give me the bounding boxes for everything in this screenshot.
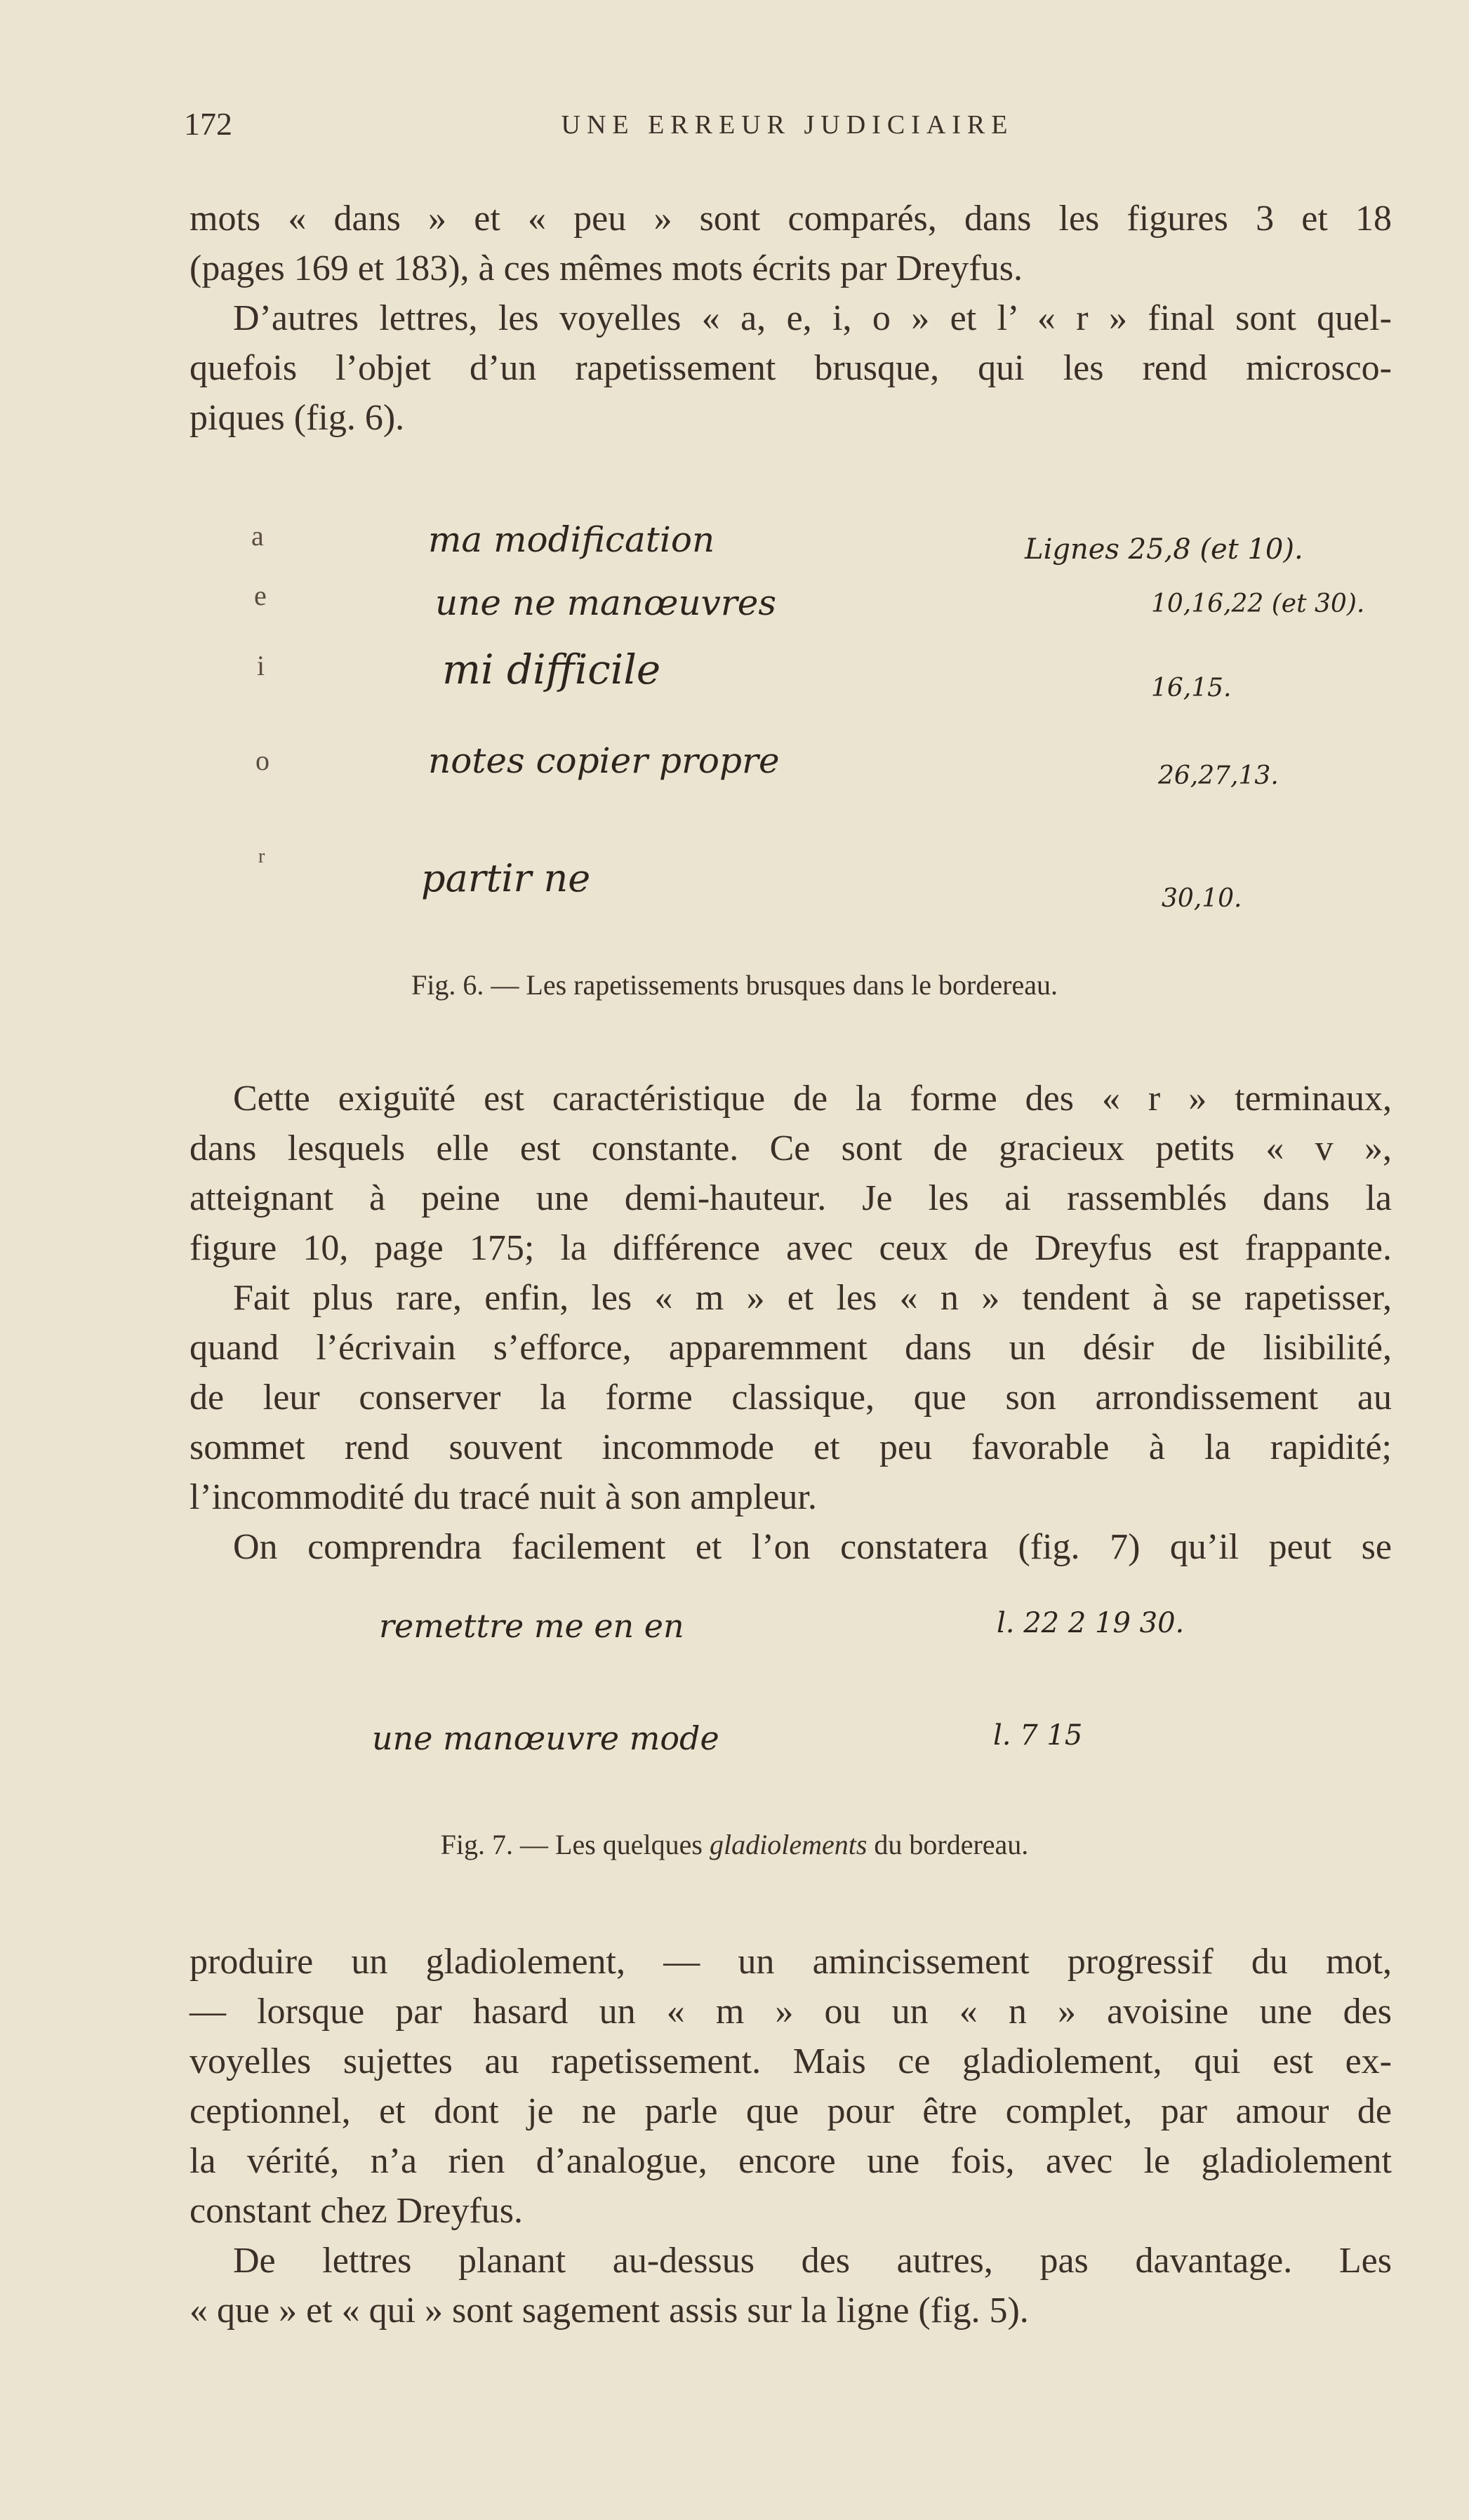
handwriting-sample: une manœuvre mode bbox=[372, 1719, 719, 1757]
figure-6-caption: Fig. 6. — Les rapetissements brusques dans le bordereau. bbox=[411, 969, 1058, 1001]
line-reference: 26,27,13. bbox=[1158, 761, 1279, 790]
vowel-label: r bbox=[258, 846, 265, 867]
page-header bbox=[184, 105, 1391, 147]
line-reference: l. 22 2 19 30. bbox=[997, 1607, 1185, 1639]
handwriting-sample: ma modification bbox=[428, 519, 715, 560]
line-reference: 30,10. bbox=[1162, 884, 1242, 913]
paragraph-2 bbox=[190, 1074, 1392, 1572]
vowel-label: a bbox=[251, 520, 264, 552]
line-reference: 10,16,22 (et 30). bbox=[1151, 589, 1365, 618]
text-line: quefois l’objet d’un rapetissement brusque, qui les rend microsco- bbox=[190, 348, 1392, 388]
text-line: « que » et « qui » sont sagement assis sur la ligne (fig. 5). bbox=[190, 2291, 1029, 2331]
text-line: la vérité, n’a rien d’analogue, encore une fois, avec le gladiolement bbox=[190, 2141, 1392, 2181]
caption-text: Fig. 7. — Les quelques bbox=[440, 1829, 710, 1860]
text-line: sommet rend souvent incommode et peu favorable à la rapidité; bbox=[190, 1427, 1392, 1467]
text-line: — lorsque par hasard un « m » ou un « n » avoisine une des bbox=[190, 1992, 1392, 2032]
vowel-label: i bbox=[257, 650, 265, 681]
paragraph-3 bbox=[190, 1937, 1392, 2335]
vowel-label: e bbox=[254, 580, 267, 611]
text-line: constant chez Dreyfus. bbox=[190, 2191, 524, 2231]
text-line: mots « dans » et « peu » sont comparés, dans les figures 3 et 18 bbox=[190, 199, 1392, 239]
text-line: l’incommodité du tracé nuit à son ampleur. bbox=[190, 1477, 817, 1517]
line-reference: l. 7 15 bbox=[993, 1719, 1083, 1752]
text-line: figure 10, page 175; la différence avec ceux de Dreyfus est frappante. bbox=[190, 1228, 1392, 1268]
text-line: piques (fig. 6). bbox=[190, 398, 405, 438]
figure-6 bbox=[0, 491, 1469, 968]
vowel-label: o bbox=[255, 745, 270, 776]
figure-7 bbox=[0, 1579, 1469, 1804]
text-line: atteignant à peine une demi-hauteur. Je les ai rassemblés dans la bbox=[190, 1178, 1392, 1218]
text-line: (pages 169 et 183), à ces mêmes mots écrits par Dreyfus. bbox=[190, 248, 1023, 288]
paragraph-1 bbox=[190, 194, 1392, 443]
figure-7-caption bbox=[0, 1828, 1469, 1861]
text-line: De lettres planant au-dessus des autres, pas davantage. Les bbox=[233, 2241, 1392, 2281]
page-number: 172 bbox=[184, 106, 232, 142]
line-reference: 16,15. bbox=[1151, 674, 1232, 702]
text-line: Fait plus rare, enfin, les « m » et les « n » tendent à se rapetisser, bbox=[233, 1278, 1392, 1318]
text-line: quand l’écrivain s’efforce, apparemment dans un désir de lisibilité, bbox=[190, 1328, 1392, 1368]
text-line: On comprendra facilement et l’on constatera (fig. 7) qu’il peut se bbox=[233, 1527, 1392, 1567]
handwriting-sample: mi difficile bbox=[442, 646, 661, 693]
text-line: de leur conserver la forme classique, que son arrondissement au bbox=[190, 1378, 1392, 1418]
text-line: produire un gladiolement, — un amincissement progressif du mot, bbox=[190, 1942, 1392, 1982]
caption-emphasis: gladiolements bbox=[709, 1829, 868, 1860]
text-line: ceptionnel, et dont je ne parle que pour être complet, par amour de bbox=[190, 2091, 1392, 2131]
text-line: D’autres lettres, les voyelles « a, e, i, o » et l’ « r » final sont quel- bbox=[233, 298, 1392, 338]
handwriting-sample: une ne manœuvres bbox=[435, 582, 777, 623]
line-reference: Lignes 25,8 (et 10). bbox=[1025, 533, 1303, 566]
handwriting-sample: remettre me en en bbox=[379, 1607, 684, 1645]
text-line: Cette exiguïté est caractéristique de la forme des « r » terminaux, bbox=[233, 1079, 1392, 1119]
caption-text: du bordereau. bbox=[867, 1829, 1029, 1860]
text-line: dans lesquels elle est constante. Ce sont de gracieux petits « v », bbox=[190, 1128, 1392, 1168]
running-title: UNE ERREUR JUDICIAIRE bbox=[561, 110, 1014, 140]
handwriting-sample: partir ne bbox=[421, 856, 591, 900]
text-line: voyelles sujettes au rapetissement. Mais ce gladiolement, qui est ex- bbox=[190, 2041, 1392, 2081]
handwriting-sample: notes copier propre bbox=[428, 740, 780, 781]
